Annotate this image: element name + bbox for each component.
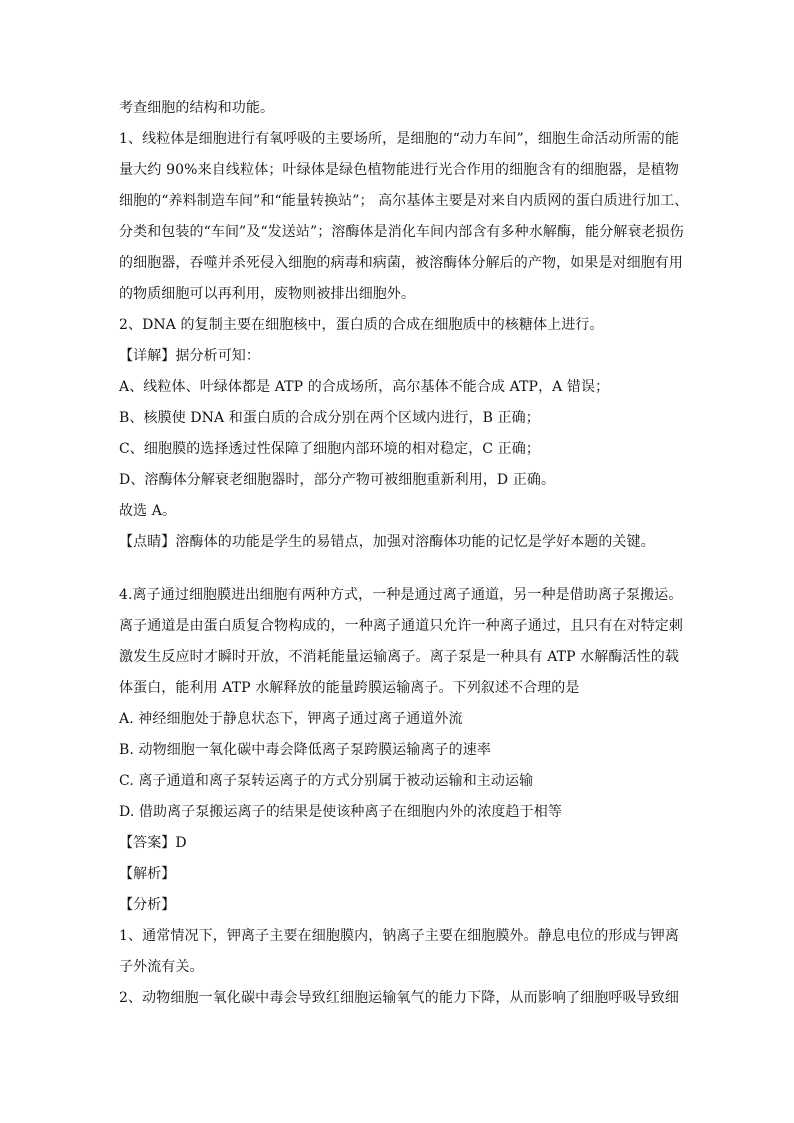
analysis-line-2: 子外流有关。	[119, 959, 204, 975]
text-line-12: C、细胞膜的选择透过性保障了细胞内部环境的相对稳定，C 正确；	[119, 441, 540, 457]
analysis-subheading: 【分析】	[119, 897, 176, 913]
text-line-15: 【点睛】溶酶体的功能是学生的易错点，加强对溶酶体功能的记忆是学好本题的关键。	[119, 534, 655, 550]
question-stem-line-1: 4.离子通过细胞膜进出细胞有两种方式，一种是通过离子通道，另一种是借助离子泵搬运。	[119, 587, 683, 603]
text-line-14: 故选 A。	[119, 503, 177, 519]
text-line-8: 2、DNA 的复制主要在细胞核中，蛋白质的合成在细胞质中的核糖体上进行。	[119, 317, 604, 333]
text-line-11: B、核膜使 DNA 和蛋白质的合成分别在两个区域内进行，B 正确；	[119, 410, 540, 426]
answer-line: 【答案】D	[119, 835, 187, 851]
text-line-2: 1、线粒体是细胞进行有氧呼吸的主要场所，是细胞的“动力车间”，细胞生命活动所需的能	[119, 131, 679, 147]
question-stem-line-4: 体蛋白，能利用 ATP 水解释放的能量跨膜运输离子。下列叙述不合理的是	[119, 680, 580, 696]
paragraph-gap	[119, 563, 679, 585]
text-line-7: 的物质细胞可以再利用，废物则被排出细胞外。	[119, 286, 416, 302]
option-d: D. 借助离子泵搬运离子的结果是使该种离子在细胞内外的浓度趋于相等	[119, 804, 562, 820]
option-b: B. 动物细胞一氧化碳中毒会降低离子泵跨膜运输离子的速率	[119, 742, 491, 758]
text-line-1: 考查细胞的结构和功能。	[119, 100, 275, 116]
question-stem-line-3: 激发生反应时才瞬时开放，不消耗能量运输离子。离子泵是一种具有 ATP 水解酶活性的载	[119, 649, 679, 665]
question-stem-line-2: 离子通道是由蛋白质复合物构成的，一种离子通道只允许一种离子通过，且只有在对特定刺	[119, 618, 683, 634]
analysis-line-1: 1、通常情况下，钾离子主要在细胞膜内，钠离子主要在细胞膜外。静息电位的形成与钾离	[119, 928, 679, 944]
document-page	[119, 98, 689, 1019]
option-c: C. 离子通道和离子泵转运离子的方式分别属于被动运输和主动运输	[119, 773, 534, 789]
text-line-9: 【详解】据分析可知：	[119, 348, 260, 364]
analysis-heading: 【解析】	[119, 866, 176, 882]
analysis-line-3: 2、动物细胞一氧化碳中毒会导致红细胞运输氧气的能力下降，从而影响了细胞呼吸导致细	[119, 990, 679, 1006]
text-line-5: 分类和包装的“车间”及“发送站”；溶酶体是消化车间内部含有多种水解酶，能分解衰老损伤	[119, 224, 684, 240]
text-line-13: D、溶酶体分解衰老细胞器时，部分产物可被细胞重新利用，D 正确。	[119, 472, 556, 488]
text-line-4: 细胞的“养料制造车间”和“能量转换站”； 高尔基体主要是对来自内质网的蛋白质进行加工、	[119, 193, 689, 209]
text-line-6: 的细胞器，吞噬并杀死侵入细胞的病毒和病菌，被溶酶体分解后的产物，如果是对细胞有用	[119, 255, 683, 271]
option-a: A. 神经细胞处于静息状态下，钾离子通过离子通道外流	[119, 711, 463, 727]
text-line-3: 量大约 90%来自线粒体；叶绿体是绿色植物能进行光合作用的细胞含有的细胞器，是植物	[119, 162, 679, 178]
text-line-10: A、线粒体、叶绿体都是 ATP 的合成场所，高尔基体不能合成 ATP，A 错误；	[119, 379, 610, 395]
